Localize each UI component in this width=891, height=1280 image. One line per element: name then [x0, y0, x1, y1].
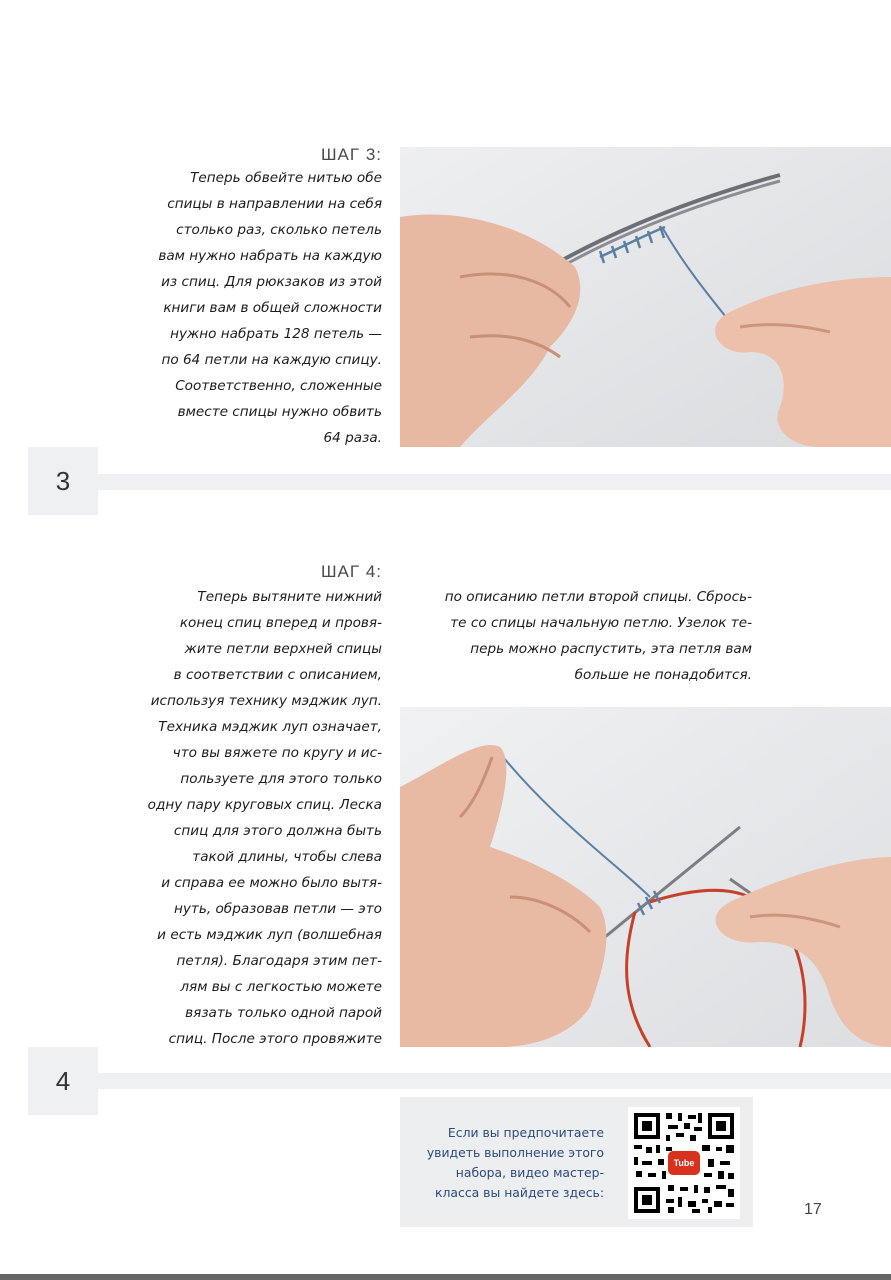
step-3-number: 3 — [28, 447, 98, 515]
step-4-number: 4 — [28, 1047, 98, 1115]
qr-video-block — [400, 1097, 753, 1227]
bottom-rule — [0, 1274, 891, 1280]
step-4-band — [98, 1073, 891, 1089]
step-3-photo — [400, 147, 891, 447]
step-3-text: Теперь обвейте нитью обе спицы в направлении на себя столько раз, сколько петель вам нужно набрать на каждую из спиц. Для рюкзаков из этой книги вам в общей сложности нужно набрать 128 петель — по 64 петли на каждую спицу. Соответственно, сложенные вместе спицы нужно обвить 64 раза. — [158, 170, 382, 446]
step-4-photo — [400, 707, 891, 1047]
step-3-band — [98, 474, 891, 490]
youtube-icon — [668, 1151, 700, 1175]
qr-caption: Если вы предпочитаете увидеть выполнение этого набора, видео мастер- класса вы найдете здесь: — [426, 1125, 604, 1200]
qr-code[interactable] — [628, 1107, 740, 1219]
step-4-text-right: по описанию петли второй спицы. Сбрось- те со спицы начальную петлю. Узелок те- перь можно распустить, эта петля вам больше не понадобится. — [444, 589, 752, 683]
step-4-text-left: Теперь вытяните нижний конец спиц вперед и провя- жите петли верхней спицы в соответствии с описанием, используя технику мэджик луп. Техника мэджик луп означает, что вы вяжете по кругу и ис- пользуете для этого только одну пару круговых спиц. Леска спиц для этого должна быть такой длины, чтобы слева и справа ее можно было вытя- нуть, образовав петли — это и есть мэджик луп (волшебная петля). Благодаря этим пет- лям вы с легкостью можете вязать только одной парой спиц. После этого провяжите — [147, 589, 382, 1047]
page-number: 17 — [804, 1201, 822, 1218]
youtube-badge-text: Tube — [673, 1158, 695, 1168]
step-3-title: ШАГ 3: — [320, 145, 382, 164]
step-4-title: ШАГ 4: — [320, 562, 382, 581]
